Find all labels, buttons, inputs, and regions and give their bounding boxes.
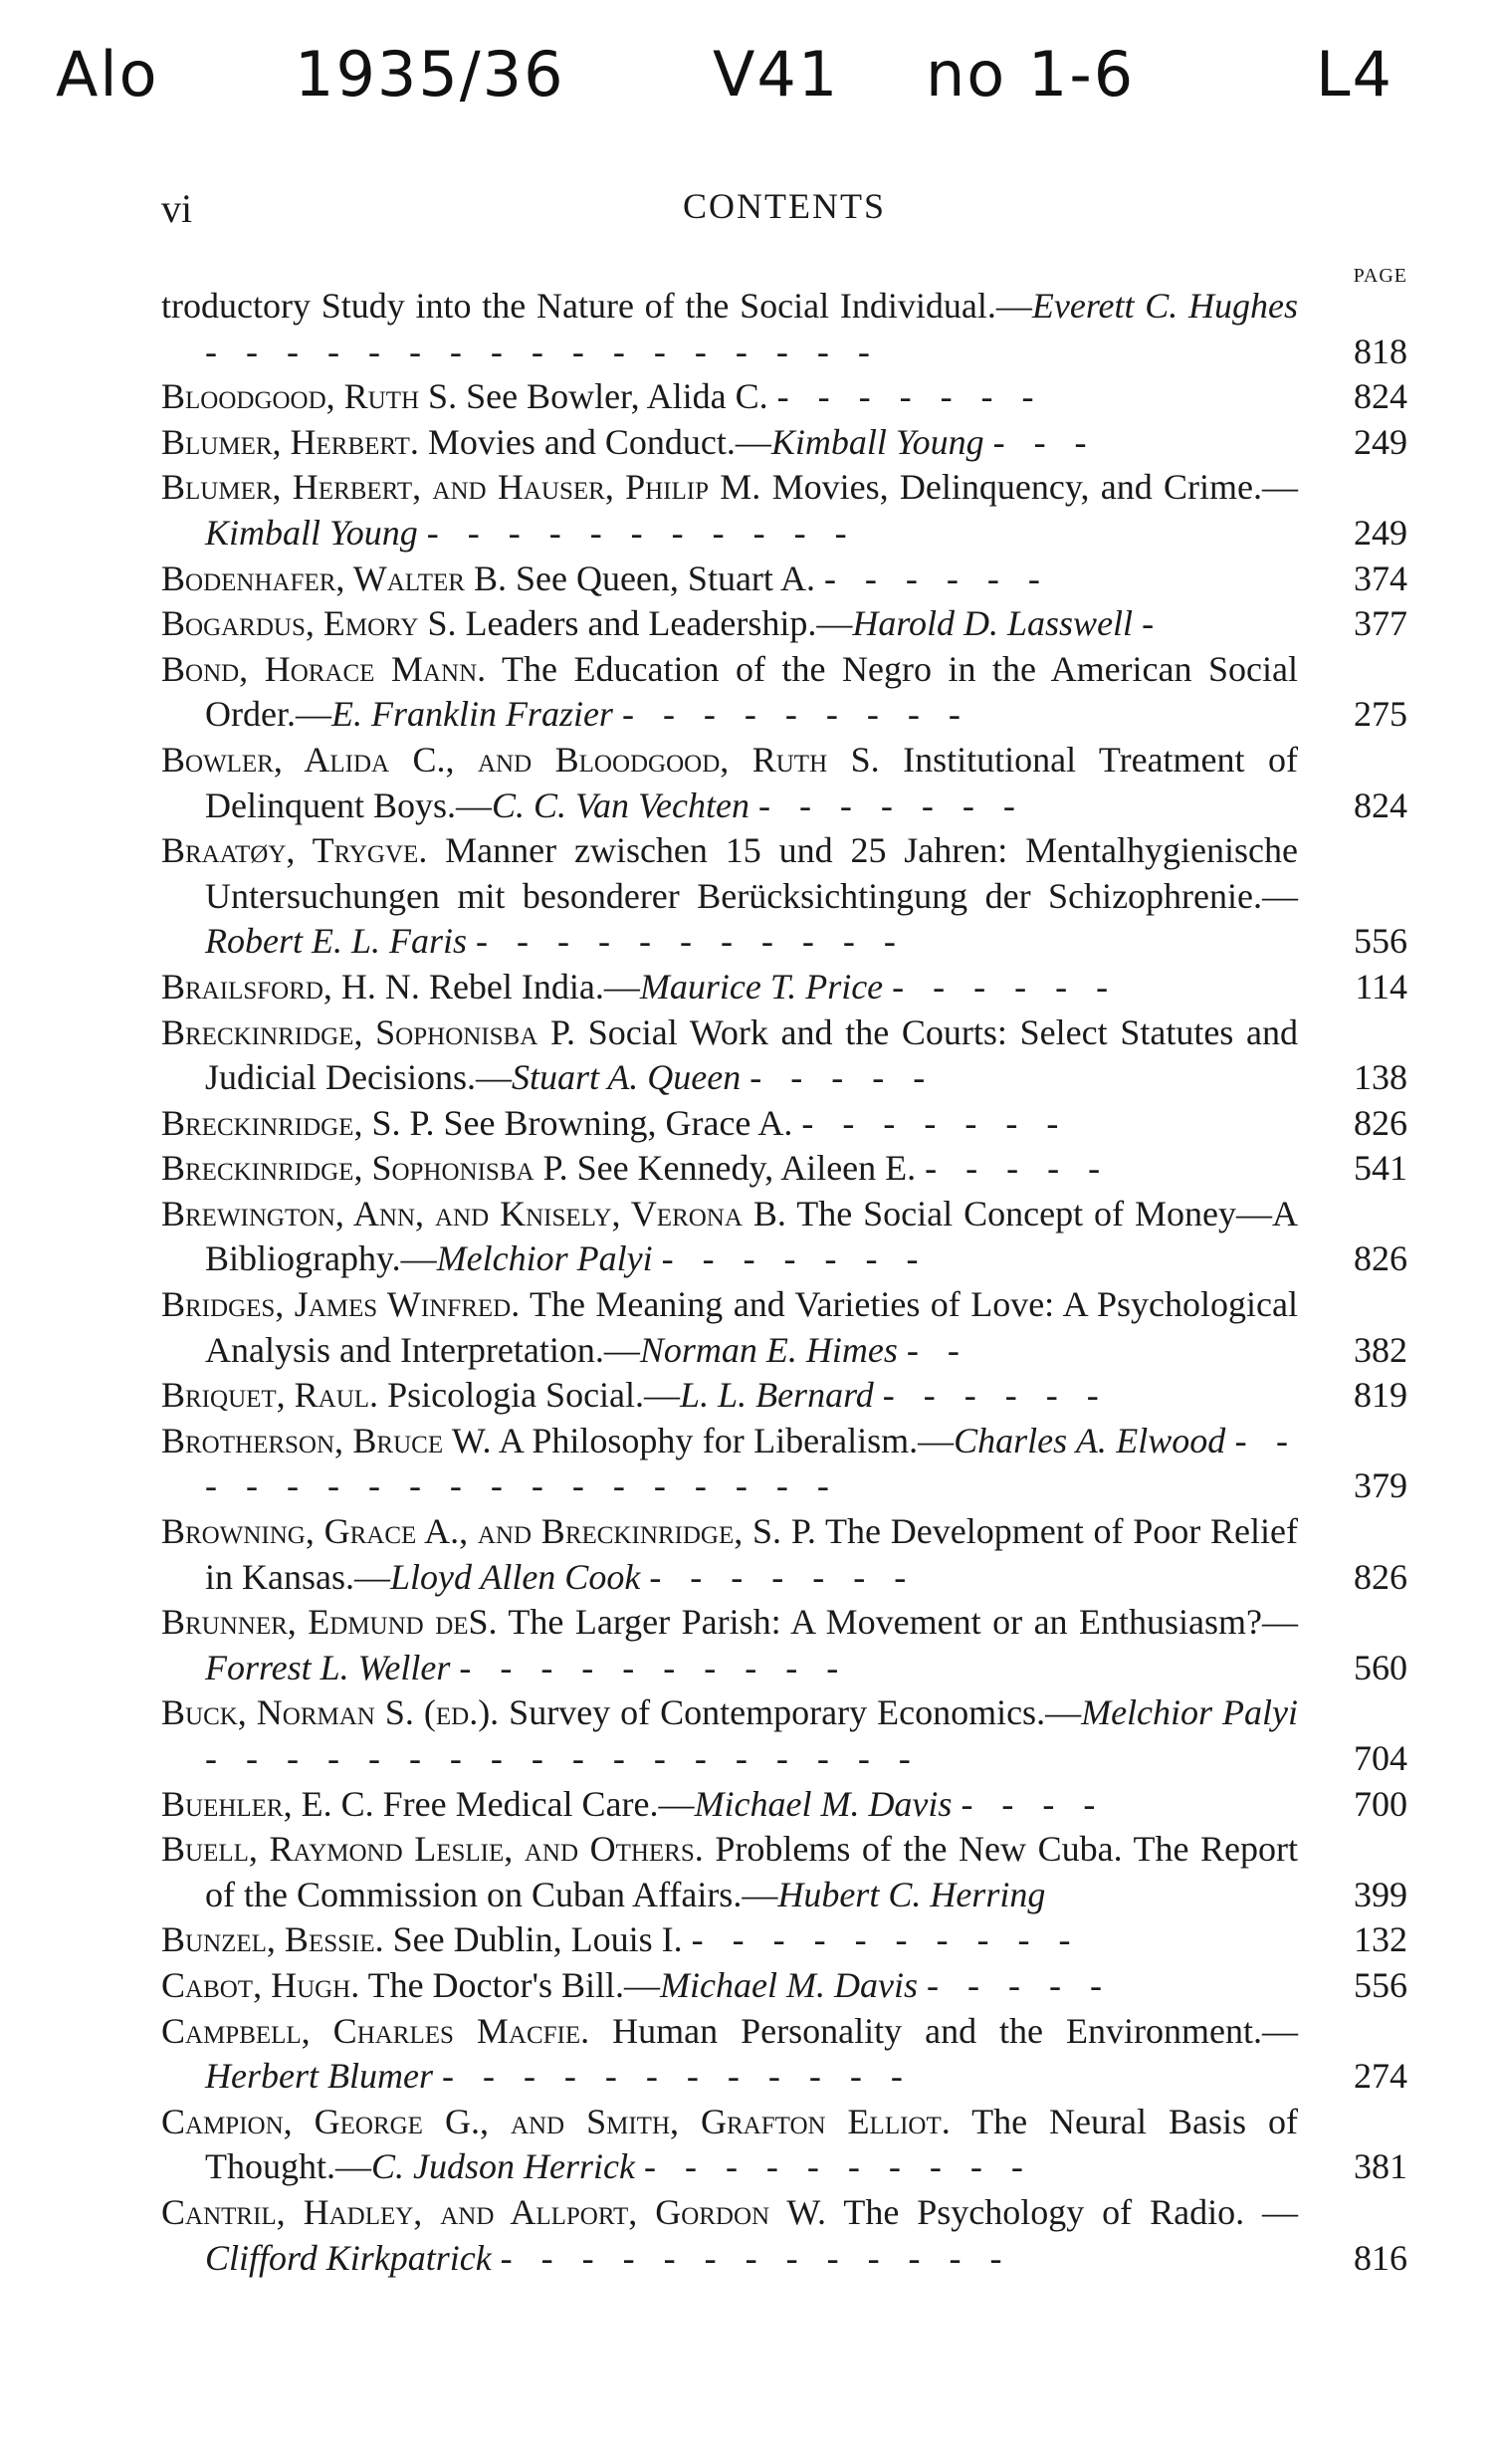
contents-entry [161, 1509, 1407, 1600]
entry-leader-dashes: - - - - - - - - - - - [476, 921, 906, 962]
entry-leader-dashes: - - - - - - - - - - - [426, 512, 857, 553]
contents-entry [161, 1917, 1407, 1963]
entry-page-number: 249 [1354, 421, 1407, 462]
entry-book-title: Human Personality and the Environment.— [589, 2010, 1298, 2051]
page-title: CONTENTS [683, 186, 886, 226]
entry-book-title: The Social Concept of Money—A Bibliography.— [205, 1193, 1299, 1279]
entry-leader-dashes: - [1142, 603, 1165, 644]
entry-page-number: 556 [1354, 921, 1407, 962]
entry-book-title: See Queen, Stuart A. [507, 558, 815, 598]
entry-page-number: 374 [1354, 558, 1407, 598]
entry-page-number: 249 [1354, 512, 1407, 553]
contents-entry [161, 1963, 1407, 2009]
entry-book-title: The Doctor's Bill.— [359, 1964, 661, 2005]
entry-leader-dashes: - - - - - - - [661, 1238, 929, 1279]
contents-entry [161, 1690, 1407, 1781]
entry-leader-dashes: - - - - - [750, 1057, 936, 1098]
entry-page-number: 382 [1354, 1329, 1407, 1370]
entry-page-number: 560 [1354, 1647, 1407, 1687]
entry-book-title: The Psychology of Radio. — [826, 2191, 1298, 2232]
contents-entry [161, 284, 1407, 374]
entry-page-number: 138 [1354, 1057, 1407, 1098]
entry-page-number: 819 [1354, 1375, 1407, 1416]
entry-book-title: The Neural Basis of Thought.— [205, 2101, 1299, 2187]
entry-reviewer: Harold D. Lasswell [852, 603, 1134, 644]
entry-reviewer: Kimball Young [770, 421, 984, 462]
entry-author: Blumer, Herbert. [161, 421, 419, 462]
entry-author: Brunner, Edmund deS. [161, 1602, 498, 1643]
entry-author: Bunzel, Bessie. [161, 1919, 384, 1960]
entry-book-title: Leaders and Leadership.— [456, 603, 853, 644]
entry-reviewer: Melchior Palyi [1081, 1692, 1299, 1733]
contents-entry [161, 557, 1407, 602]
entry-page-number: 556 [1354, 1964, 1407, 2005]
entry-author: Bridges, James Winfred. [161, 1284, 521, 1325]
entry-leader-dashes: - - - [992, 421, 1097, 462]
entry-author: Cantril, Hadley, and Allport, Gordon W. [161, 2191, 827, 2232]
entry-page-number: 826 [1354, 1238, 1407, 1279]
entry-reviewer: Robert E. L. Faris [205, 921, 468, 962]
handwritten-code: L4 [1316, 38, 1393, 111]
entry-reviewer: Herbert Blumer [205, 2056, 433, 2097]
handwritten-volume: V41 [713, 38, 840, 111]
entry-book-title: The Larger Parish: A Movement or an Enthusiasm?— [497, 1602, 1299, 1643]
entry-leader-dashes: - - - - - - - [757, 784, 1025, 825]
entry-leader-dashes: - - - - - - - - - - - - - - - - - - [205, 1420, 1299, 1506]
contents-entry [161, 647, 1407, 738]
entry-reviewer: Melchior Palyi [436, 1238, 653, 1279]
contents-entry [161, 1827, 1407, 1917]
entry-page-number: 399 [1354, 1874, 1407, 1914]
entry-book-title: Manner zwischen 15 und 25 Jahren: Mentalhygienische Untersuchungen mit besonderer Berücksichtingung der Schizophrenie.— [205, 830, 1298, 916]
page-folio: vi [161, 186, 193, 231]
entry-page-number: 816 [1354, 2237, 1407, 2278]
contents-entry [161, 1146, 1407, 1192]
entry-author: Bodenhafer, Walter B. [161, 558, 507, 598]
entry-reviewer: Stuart A. Queen [511, 1057, 742, 1098]
contents-entry [161, 374, 1407, 420]
contents-entry [161, 1192, 1407, 1282]
entry-reviewer: C. C. Van Vechten [491, 784, 750, 825]
entry-reviewer: Everett C. Hughes [1031, 286, 1298, 326]
handwritten-call-number: Alo [56, 38, 159, 111]
entry-author: Breckinridge, S. P. [161, 1102, 435, 1143]
contents-entry [161, 1782, 1407, 1828]
contents-entry [161, 1010, 1407, 1101]
contents-entry [161, 2009, 1407, 2100]
entry-reviewer: Clifford Kirkpatrick [205, 2237, 492, 2278]
entry-book-title: Social Work and the Courts: Select Statutes and Judicial Decisions.— [205, 1011, 1298, 1098]
entry-author: Buehler, E. C. [161, 1783, 374, 1824]
entry-author: Bogardus, Emory S. [161, 603, 457, 644]
contents-entry [161, 420, 1407, 466]
entry-leader-dashes: - - - - [961, 1783, 1106, 1824]
entry-leader-dashes: - - - - - - - [776, 376, 1044, 417]
entry-author: Bowler, Alida C., and Bloodgood, Ruth S. [161, 739, 880, 780]
entry-leader-dashes: - - - - - - - - - - [459, 1647, 849, 1687]
contents-entry [161, 601, 1407, 647]
contents-entry [161, 465, 1407, 556]
entry-page-number: 377 [1354, 603, 1407, 644]
entry-book-title: See Dublin, Louis I. [383, 1919, 683, 1960]
entry-reviewer: Forrest L. Weller [205, 1647, 451, 1687]
entry-leader-dashes: - - - - - - [882, 1375, 1109, 1416]
handwritten-numbers: no 1-6 [926, 38, 1136, 111]
entry-leader-dashes: - - - - - - - - - - - - [441, 2056, 913, 2097]
entry-page-number: 381 [1354, 2146, 1407, 2187]
entry-book-title: Movies and Conduct.— [418, 421, 771, 462]
entry-book-title: troductory Study into the Nature of the Social Individual.— [161, 286, 1032, 326]
contents-entry [161, 1419, 1407, 1509]
entry-page-number: 275 [1354, 694, 1407, 735]
entry-book-title: See Kennedy, Aileen E. [567, 1148, 917, 1189]
entry-leader-dashes: - - - - - - - - - - - - - - - - - [205, 331, 880, 371]
entry-page-number: 818 [1354, 331, 1407, 371]
entry-page-number: 824 [1354, 784, 1407, 825]
entry-author: Buell, Raymond Leslie, and Others. [161, 1829, 704, 1870]
entry-author: Briquet, Raul. [161, 1375, 379, 1416]
entry-page-number: 132 [1354, 1919, 1407, 1960]
entry-reviewer: Hubert C. Herring [777, 1874, 1046, 1914]
entry-author: Blumer, Herbert, and Hauser, Philip M. [161, 467, 761, 508]
entry-page-number: 824 [1354, 376, 1407, 417]
entry-book-title: See Bowler, Alida C. [457, 376, 768, 417]
contents-entry [161, 965, 1407, 1010]
entry-author: Brewington, Ann, and Knisely, Verona B. [161, 1193, 786, 1233]
entry-page-number: 826 [1354, 1556, 1407, 1597]
entry-leader-dashes: - - - - - - - - - - [643, 2146, 1033, 2187]
entry-book-title: A Philosophy for Liberalism.— [491, 1420, 955, 1460]
entry-leader-dashes: - - - - - [925, 1148, 1111, 1189]
entry-author: Bloodgood, Ruth S. [161, 376, 458, 417]
entry-book-title: The Education of the Negro in the American Social Order.— [205, 648, 1299, 735]
contents-list [161, 284, 1407, 2281]
entry-book-title: Movies, Delinquency, and Crime.— [760, 467, 1299, 508]
contents-entry [161, 828, 1407, 965]
entry-leader-dashes: - - - - - - - [801, 1102, 1069, 1143]
entry-book-title: The Meaning and Varieties of Love: A Psychological Analysis and Interpretation.— [205, 1284, 1298, 1370]
entry-leader-dashes: - - - - - - - - - - [691, 1919, 1081, 1960]
entry-page-number: 541 [1354, 1148, 1407, 1189]
contents-entry [161, 1373, 1407, 1419]
entry-reviewer: Michael M. Davis [694, 1783, 953, 1824]
contents-entry [161, 1282, 1407, 1373]
contents-entry [161, 2190, 1407, 2281]
entry-reviewer: Maurice T. Price [639, 966, 884, 1007]
entry-reviewer: L. L. Bernard [680, 1375, 874, 1416]
handwritten-years: 1935/36 [295, 38, 565, 111]
entry-author: Campbell, Charles Macfie. [161, 2010, 590, 2051]
entry-author: Campion, George G., and Smith, Grafton Elliot. [161, 2101, 951, 2141]
entry-book-title: Free Medical Care.— [373, 1783, 695, 1824]
entry-reviewer: E. Franklin Frazier [330, 694, 613, 735]
entry-reviewer: Kimball Young [205, 512, 418, 553]
entry-author: Brotherson, Bruce W. [161, 1420, 492, 1460]
entry-page-number: 704 [1354, 1738, 1407, 1778]
entry-reviewer: Norman E. Himes [639, 1329, 898, 1370]
entry-reviewer: Lloyd Allen Cook [389, 1556, 641, 1597]
entry-book-title: The Development of Poor Relief in Kansas.— [205, 1511, 1299, 1597]
entry-author: Browning, Grace A., and Breckinridge, S. P. [161, 1511, 816, 1552]
entry-book-title: Survey of Contemporary Economics.— [499, 1692, 1082, 1733]
entry-author: Brailsford, H. N. [161, 966, 420, 1007]
contents-entry [161, 1101, 1407, 1147]
entry-book-title: Rebel India.— [419, 966, 640, 1007]
entry-leader-dashes: - - - - - - [823, 558, 1050, 598]
entry-book-title: Psicologia Social.— [378, 1375, 681, 1416]
entry-leader-dashes: - - [906, 1329, 969, 1370]
entry-page-number: 274 [1354, 2056, 1407, 2097]
entry-author: Breckinridge, Sophonisba P. [161, 1011, 575, 1052]
entry-book-title: See Browning, Grace A. [434, 1102, 793, 1143]
entry-author: Breckinridge, Sophonisba P. [161, 1148, 568, 1189]
entry-leader-dashes: - - - - - [926, 1964, 1112, 2005]
entry-author: Buck, Norman S. (ed.). [161, 1692, 500, 1733]
page-header [161, 185, 1407, 287]
contents-entry [161, 2100, 1407, 2190]
entry-leader-dashes: - - - - - - - - - [621, 694, 970, 735]
entry-book-title: Problems of the New Cuba. The Report of the Commission on Cuban Affairs.— [205, 1829, 1299, 1914]
entry-reviewer: Charles A. Elwood [954, 1420, 1226, 1460]
entry-leader-dashes: - - - - - - [892, 966, 1119, 1007]
entry-author: Bond, Horace Mann. [161, 648, 487, 689]
entry-author: Braatøy, Trygve. [161, 830, 428, 871]
entry-page-number: 826 [1354, 1102, 1407, 1143]
page-column-label: PAGE [1353, 265, 1407, 287]
contents-entry [161, 738, 1407, 828]
entry-reviewer: Michael M. Davis [660, 1964, 918, 2005]
entry-leader-dashes: - - - - - - - - - - - - - - - - - - [205, 1738, 921, 1778]
entry-reviewer: C. Judson Herrick [371, 2146, 635, 2187]
entry-leader-dashes: - - - - - - - [649, 1556, 917, 1597]
entry-page-number: 700 [1354, 1783, 1407, 1824]
entry-author: Cabot, Hugh. [161, 1964, 360, 2005]
entry-page-number: 379 [1354, 1465, 1407, 1506]
entry-page-number: 114 [1355, 966, 1407, 1007]
contents-entry [161, 1600, 1407, 1690]
entry-book-title: Institutional Treatment of Delinquent Boys.— [205, 739, 1298, 825]
entry-leader-dashes: - - - - - - - - - - - - - [500, 2237, 1012, 2278]
